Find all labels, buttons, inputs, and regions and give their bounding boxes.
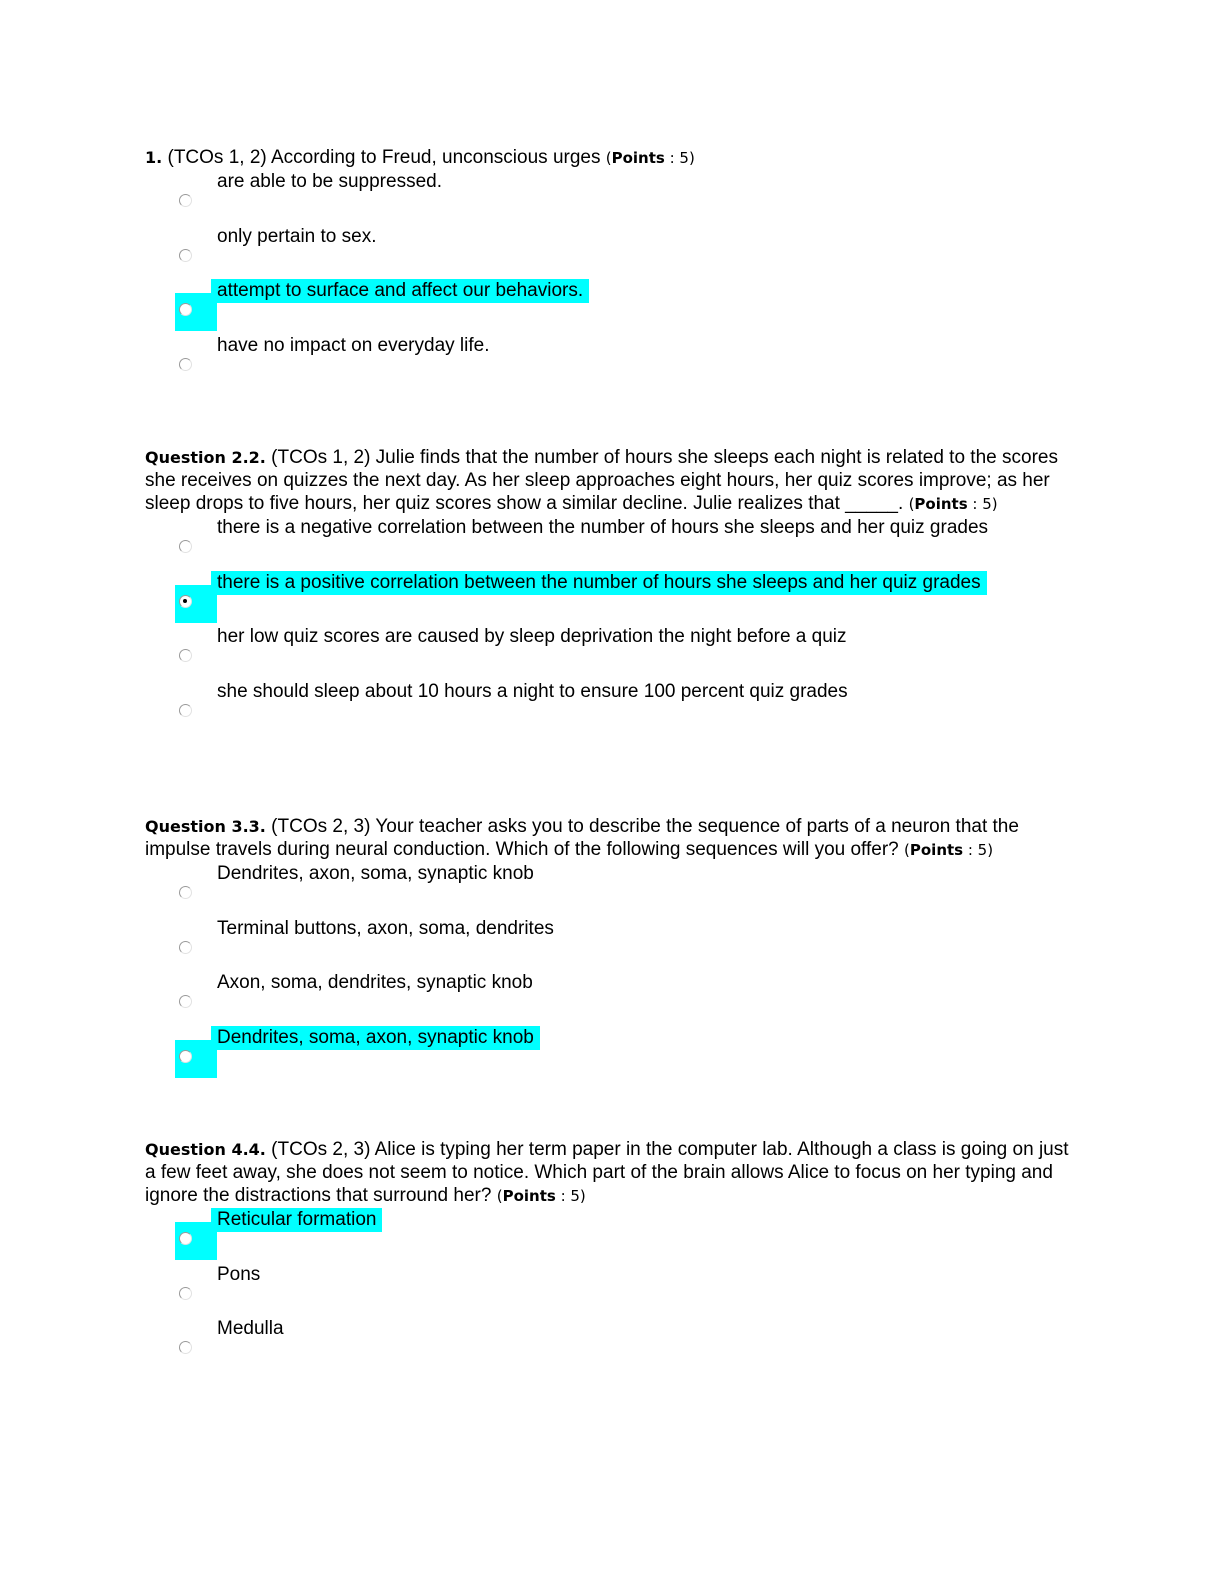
question-4-number: Question 4.4.: [145, 1140, 266, 1159]
radio-button[interactable]: [179, 1232, 192, 1245]
option-label: Dendrites, soma, axon, synaptic knob: [211, 1026, 540, 1050]
radio-button[interactable]: [179, 941, 192, 954]
option-label: attempt to surface and affect our behaviors.: [211, 279, 589, 303]
question-2-text: [145, 446, 1080, 516]
question-1-option-2[interactable]: [145, 225, 1080, 280]
radio-box: [175, 876, 217, 914]
question-1-option-1[interactable]: [145, 170, 1080, 225]
question-3-points: (Points : 5): [904, 841, 994, 859]
option-label: her low quiz scores are caused by sleep deprivation the night before a quiz: [217, 626, 847, 647]
radio-button[interactable]: [179, 1287, 192, 1300]
option-label: are able to be suppressed.: [217, 171, 442, 192]
radio-button[interactable]: [179, 886, 192, 899]
radio-button[interactable]: [179, 540, 192, 553]
question-2-number: Question 2.2.: [145, 448, 266, 467]
radio-box: [175, 585, 217, 623]
question-3-body: (TCOs 2, 3) Your teacher asks you to describe the sequence of parts of a neuron that the impulse travels during neural conduction. Which of the following sequences will you offer?: [145, 816, 1019, 860]
question-4-option-2[interactable]: [145, 1263, 1080, 1318]
radio-button[interactable]: [179, 194, 192, 207]
option-label: Medulla: [217, 1318, 284, 1339]
radio-button-checked[interactable]: [179, 595, 192, 608]
radio-box: [175, 239, 217, 277]
radio-box: [175, 1277, 217, 1315]
question-3-option-3[interactable]: [145, 971, 1080, 1026]
radio-button[interactable]: [179, 358, 192, 371]
option-label: she should sleep about 10 hours a night to ensure 100 percent quiz grades: [217, 680, 848, 702]
question-1-body: (TCOs 1, 2) According to Freud, unconscious urges: [162, 147, 606, 168]
question-4-body: (TCOs 2, 3) Alice is typing her term paper in the computer lab. Although a class is going on just a few feet away, she does not seem to notice. Which part of the brain allows Alice to focus on her typing and ignore the distractions that surround her?: [145, 1139, 1069, 1206]
radio-box: [175, 1331, 217, 1369]
question-2-option-2[interactable]: [145, 571, 1080, 626]
option-label: Axon, soma, dendrites, synaptic knob: [217, 972, 533, 993]
radio-button[interactable]: [179, 1050, 192, 1063]
option-label: there is a negative correlation between the number of hours she sleeps and her quiz grades: [217, 517, 989, 538]
question-3-option-4[interactable]: [145, 1026, 1080, 1081]
radio-button[interactable]: [179, 649, 192, 662]
radio-box: [175, 293, 217, 331]
radio-button[interactable]: [179, 995, 192, 1008]
question-2: [145, 446, 1080, 734]
question-2-body: (TCOs 1, 2) Julie finds that the number of hours she sleeps each night is related to the scores she receives on quizzes the next day. As her sleep approaches eight hours, her quiz scores improve; as her sleep drops to five hours, her quiz scores show a similar decline. Julie realizes that _____.: [145, 447, 1058, 514]
option-label: Dendrites, axon, soma, synaptic knob: [217, 863, 534, 884]
radio-button[interactable]: [179, 249, 192, 262]
option-label: Pons: [217, 1263, 261, 1285]
question-1-option-3[interactable]: [145, 279, 1080, 334]
option-label: Terminal buttons, axon, soma, dendrites: [217, 917, 554, 939]
question-4: [145, 1138, 1080, 1372]
question-2-points: (Points : 5): [908, 495, 998, 513]
radio-button[interactable]: [179, 303, 192, 316]
radio-box: [175, 1222, 217, 1260]
question-3-option-1[interactable]: [145, 862, 1080, 917]
radio-box: [175, 184, 217, 222]
question-2-option-1[interactable]: [145, 516, 1080, 571]
question-3: [145, 815, 1080, 1080]
question-1-points: (Points : 5): [605, 149, 695, 167]
question-4-text: [145, 1138, 1080, 1208]
radio-button[interactable]: [179, 704, 192, 717]
question-2-option-4[interactable]: [145, 680, 1080, 735]
radio-box: [175, 931, 217, 969]
option-label: only pertain to sex.: [217, 225, 377, 247]
radio-box: [175, 530, 217, 568]
radio-box: [175, 639, 217, 677]
option-label: Reticular formation: [211, 1208, 382, 1232]
question-3-option-2[interactable]: [145, 917, 1080, 972]
question-4-points: (Points : 5): [496, 1187, 586, 1205]
option-label: have no impact on everyday life.: [217, 334, 490, 356]
question-2-option-3[interactable]: [145, 625, 1080, 680]
question-1-text: [145, 146, 1080, 170]
radio-box: [175, 985, 217, 1023]
question-3-number: Question 3.3.: [145, 817, 266, 836]
question-1-number: 1.: [145, 148, 163, 167]
question-1: [145, 146, 1080, 388]
radio-box: [175, 1040, 217, 1078]
question-4-option-3[interactable]: [145, 1317, 1080, 1372]
radio-button[interactable]: [179, 1341, 192, 1354]
radio-box: [175, 348, 217, 386]
question-1-option-4[interactable]: [145, 334, 1080, 389]
radio-box: [175, 694, 217, 732]
option-label: there is a positive correlation between the number of hours she sleeps and her quiz grades: [211, 571, 987, 595]
question-4-option-1[interactable]: [145, 1208, 1080, 1263]
question-3-text: [145, 815, 1080, 862]
